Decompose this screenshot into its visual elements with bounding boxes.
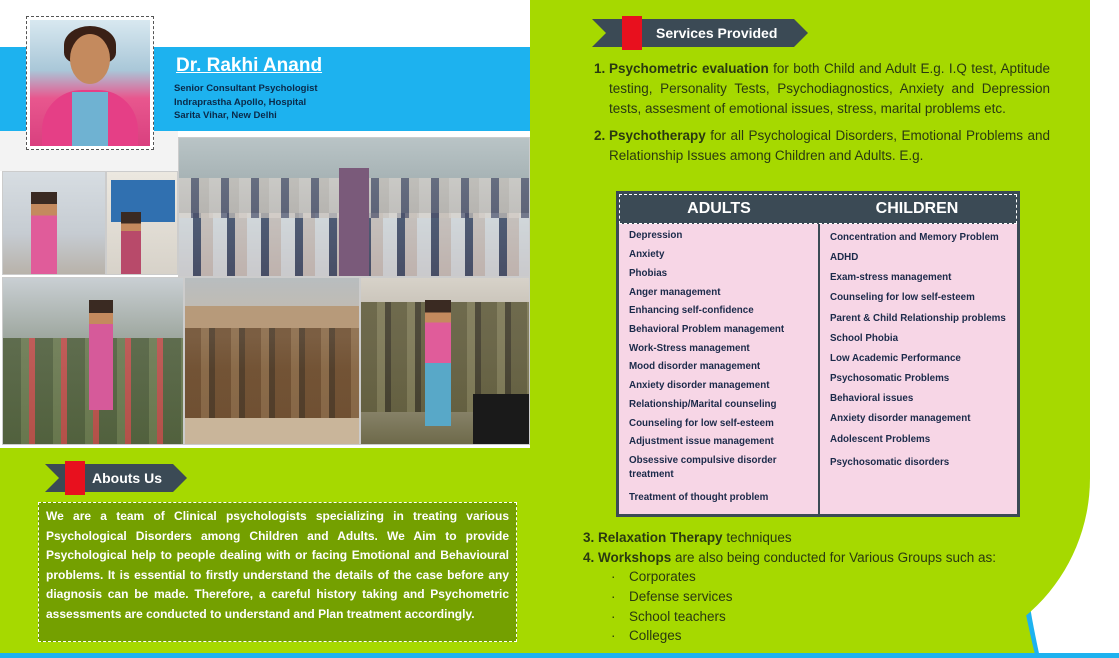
children-column: [820, 224, 1017, 514]
adult-item: Depression: [629, 230, 683, 241]
bottom-blue-stripe: [0, 653, 1119, 658]
about-text: We are a team of Clinical psychologists specializing in treating various Psychological Disorders among Children and Adults. We Aim to provide Psychological help to people dealing with or facing Emotional and Behavioural problems. It is essential to firstly understand the details of the case before any diagnosis can be made. Therefore, a careful history taking and Psychometric assessments are conducted to understand and Plan treatment accordingly.: [46, 509, 509, 621]
workshop-group-label: Corporates: [629, 569, 696, 584]
adult-item: Anger management: [629, 287, 721, 298]
doctor-name: Dr. Rakhi Anand: [176, 55, 323, 76]
photo-group-indoor: [360, 277, 530, 445]
child-item: Counseling for low self-esteem: [830, 292, 975, 303]
doctor-hospital: Indraprastha Apollo, Hospital: [174, 96, 307, 108]
services-heading: Services Provided: [656, 25, 778, 41]
service-description: techniques: [722, 530, 792, 545]
adults-column: [619, 224, 820, 514]
adult-item: Treatment of thought problem: [629, 492, 769, 503]
service-item-2: [594, 126, 1050, 166]
adult-item: Work-Stress management: [629, 343, 750, 354]
workshop-group-item: [611, 587, 733, 607]
services-heading-tag: [592, 19, 808, 47]
workshop-group-label: Defense services: [629, 588, 733, 604]
doctor-title: Senior Consultant Psychologist: [174, 83, 318, 94]
bullet-icon: ·: [611, 569, 616, 584]
photo-group-outdoor: [184, 277, 360, 445]
services-list: [594, 59, 1050, 166]
workshop-groups-list: [611, 567, 733, 646]
service-item-1: [594, 59, 1050, 119]
adult-item: Behavioral Problem management: [629, 324, 785, 335]
workshop-group-label: School teachers: [629, 608, 726, 624]
service-item-3: [583, 528, 996, 548]
child-item: School Phobia: [830, 333, 899, 344]
adult-item: Anxiety: [629, 249, 665, 260]
service-item-4: [583, 548, 996, 568]
photo-speaker-left: [2, 171, 106, 275]
doctor-location: Sarita Vihar, New Delhi: [174, 110, 277, 121]
service-number: 3.: [583, 530, 595, 545]
about-box: [38, 502, 517, 642]
adults-column-header: ADULTS: [687, 200, 751, 217]
child-item: Anxiety disorder management: [830, 413, 971, 424]
adult-item: treatment: [629, 469, 674, 480]
services-list-continued: [583, 528, 996, 567]
workshop-group-item: [611, 626, 733, 646]
about-heading: Abouts Us: [92, 470, 162, 486]
child-item: Concentration and Memory Problem: [830, 232, 999, 243]
service-title: Relaxation Therapy: [598, 530, 723, 545]
portrait-frame: [26, 16, 154, 150]
service-description: for all Psychological Disorders, Emotional Problems and Relationship Issues among Children and Adults. E.g.: [609, 128, 1050, 163]
service-title: Psychotherapy: [609, 128, 706, 143]
doctor-credentials: [174, 82, 318, 123]
adult-item: Adjustment issue management: [629, 436, 774, 447]
workshop-group-label: Colleges: [629, 628, 682, 644]
child-item: Adolescent Problems: [830, 434, 931, 445]
service-description: for both Child and Adult E.g. I.Q test, Aptitude testing, Personality Tests, Psychodiagnostics, Anxiety and Depression tests, assesment of emotional issues, stress, marital problems etc.: [609, 61, 1051, 116]
adult-item: Mood disorder management: [629, 361, 761, 372]
child-item: ADHD: [830, 252, 859, 263]
child-item: Psychosomatic disorders: [830, 457, 950, 468]
bullet-icon: ·: [611, 628, 616, 644]
workshop-group-item: [611, 607, 733, 627]
children-column-header: CHILDREN: [875, 200, 959, 217]
workshop-group-item: [611, 567, 733, 587]
child-item: Psychosomatic Problems: [830, 373, 950, 384]
photo-speaker-board: [106, 171, 178, 275]
service-title: Psychometric evaluation: [609, 61, 769, 76]
therapy-table-body: [619, 224, 1017, 514]
bullet-icon: ·: [611, 588, 616, 604]
photo-seminar-hall: [178, 137, 530, 277]
service-text: [609, 126, 1050, 166]
adult-item: Enhancing self-confidence: [629, 305, 754, 316]
service-number: 4.: [583, 549, 595, 565]
photo-army-classroom: [2, 277, 184, 445]
therapy-table-header: [619, 194, 1017, 224]
bullet-icon: ·: [611, 608, 616, 624]
child-item: Behavioral issues: [830, 393, 914, 404]
service-description: are also being conducted for Various Groups such as:: [671, 549, 996, 565]
adult-item: Anxiety disorder management: [629, 380, 770, 391]
therapy-table: [616, 191, 1020, 517]
adult-item: Relationship/Marital counseling: [629, 399, 777, 410]
child-item: Exam-stress management: [830, 272, 952, 283]
service-number: 1.: [594, 61, 606, 76]
adult-item: Counseling for low self-esteem: [629, 418, 774, 429]
service-title: Workshops: [598, 549, 672, 565]
service-text: [609, 59, 1050, 119]
child-item: Parent & Child Relationship problems: [830, 313, 1006, 324]
adult-item: Obsessive compulsive disorder: [629, 455, 777, 466]
child-item: Low Academic Performance: [830, 353, 961, 364]
about-heading-tag: [45, 464, 187, 492]
adult-item: Phobias: [629, 268, 668, 279]
service-number: 2.: [594, 128, 606, 143]
doctor-portrait-image: [30, 20, 150, 146]
